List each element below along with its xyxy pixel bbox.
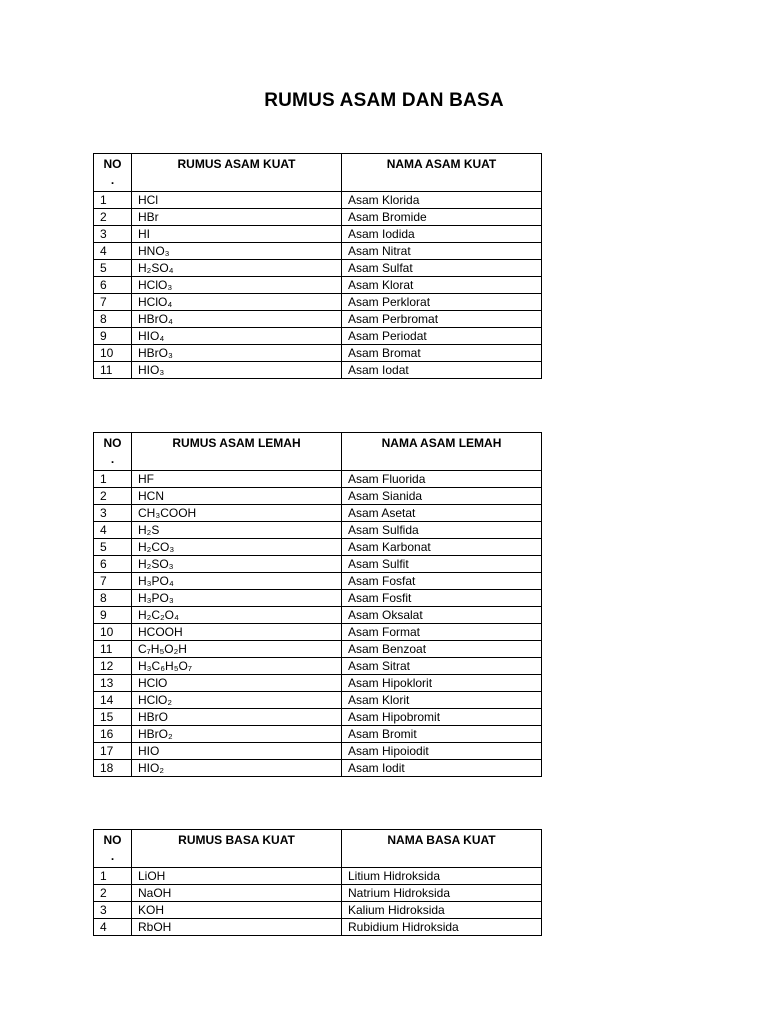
no-column-header bbox=[94, 154, 132, 192]
row-number-cell: 3 bbox=[94, 902, 132, 919]
table-row bbox=[94, 868, 542, 885]
table-row bbox=[94, 226, 542, 243]
formula-cell: H₂SO₄ bbox=[132, 260, 342, 277]
name-cell: Asam Bromat bbox=[342, 345, 542, 362]
table-header-row bbox=[94, 154, 542, 192]
name-cell: Asam Sitrat bbox=[342, 658, 542, 675]
no-column-header bbox=[94, 433, 132, 471]
table-row bbox=[94, 192, 542, 209]
formula-cell: HNO₃ bbox=[132, 243, 342, 260]
row-number-cell: 7 bbox=[94, 573, 132, 590]
table-row bbox=[94, 658, 542, 675]
name-cell: Asam Klorit bbox=[342, 692, 542, 709]
row-number-cell: 1 bbox=[94, 868, 132, 885]
row-number-cell: 7 bbox=[94, 294, 132, 311]
no-header-text: NO bbox=[103, 436, 122, 450]
row-number-cell: 6 bbox=[94, 556, 132, 573]
row-number-cell: 1 bbox=[94, 471, 132, 488]
table-row bbox=[94, 311, 542, 328]
name-cell: Asam Iodida bbox=[342, 226, 542, 243]
row-number-cell: 3 bbox=[94, 226, 132, 243]
name-cell: Asam Sianida bbox=[342, 488, 542, 505]
name-cell: Asam Iodit bbox=[342, 760, 542, 777]
formula-cell: HClO₃ bbox=[132, 277, 342, 294]
formula-cell: KOH bbox=[132, 902, 342, 919]
no-header-text: NO bbox=[103, 157, 122, 171]
name-cell: Asam Fluorida bbox=[342, 471, 542, 488]
row-number-cell: 4 bbox=[94, 919, 132, 936]
formula-cell: HClO₂ bbox=[132, 692, 342, 709]
formula-cell: HCN bbox=[132, 488, 342, 505]
row-number-cell: 1 bbox=[94, 192, 132, 209]
table-row bbox=[94, 328, 542, 345]
formula-cell: HIO₄ bbox=[132, 328, 342, 345]
name-cell: Asam Format bbox=[342, 624, 542, 641]
row-number-cell: 11 bbox=[94, 362, 132, 379]
formula-cell: H₂C₂O₄ bbox=[132, 607, 342, 624]
name-cell: Asam Fosfat bbox=[342, 573, 542, 590]
table-row bbox=[94, 624, 542, 641]
formula-cell: H₂CO₃ bbox=[132, 539, 342, 556]
name-column-header: NAMA ASAM KUAT bbox=[342, 154, 542, 192]
table-row bbox=[94, 488, 542, 505]
table-row bbox=[94, 573, 542, 590]
no-header-text: NO bbox=[103, 833, 122, 847]
row-number-cell: 16 bbox=[94, 726, 132, 743]
name-cell: Asam Bromide bbox=[342, 209, 542, 226]
row-number-cell: 5 bbox=[94, 260, 132, 277]
formula-cell: RbOH bbox=[132, 919, 342, 936]
name-cell: Asam Iodat bbox=[342, 362, 542, 379]
formula-cell: NaOH bbox=[132, 885, 342, 902]
formula-cell: HF bbox=[132, 471, 342, 488]
name-cell: Asam Perklorat bbox=[342, 294, 542, 311]
formula-cell: H₃PO₄ bbox=[132, 573, 342, 590]
row-number-cell: 8 bbox=[94, 590, 132, 607]
table-row bbox=[94, 675, 542, 692]
formula-cell: HIO₃ bbox=[132, 362, 342, 379]
row-number-cell: 8 bbox=[94, 311, 132, 328]
name-cell: Asam Sulfat bbox=[342, 260, 542, 277]
name-cell: Asam Perbromat bbox=[342, 311, 542, 328]
row-number-cell: 12 bbox=[94, 658, 132, 675]
name-column-header: NAMA ASAM LEMAH bbox=[342, 433, 542, 471]
table-row bbox=[94, 743, 542, 760]
formula-column-header: RUMUS ASAM LEMAH bbox=[132, 433, 342, 471]
table-row bbox=[94, 345, 542, 362]
formula-cell: HBrO bbox=[132, 709, 342, 726]
no-header-dot: . bbox=[110, 173, 115, 187]
row-number-cell: 10 bbox=[94, 624, 132, 641]
formula-cell: H₃PO₃ bbox=[132, 590, 342, 607]
name-cell: Kalium Hidroksida bbox=[342, 902, 542, 919]
formula-cell: HClO₄ bbox=[132, 294, 342, 311]
name-cell: Asam Asetat bbox=[342, 505, 542, 522]
formula-cell: H₂SO₃ bbox=[132, 556, 342, 573]
name-cell: Asam Hipoklorit bbox=[342, 675, 542, 692]
table-row bbox=[94, 522, 542, 539]
table-row bbox=[94, 243, 542, 260]
row-number-cell: 4 bbox=[94, 243, 132, 260]
name-cell: Asam Benzoat bbox=[342, 641, 542, 658]
name-cell: Litium Hidroksida bbox=[342, 868, 542, 885]
name-cell: Asam Karbonat bbox=[342, 539, 542, 556]
name-cell: Asam Periodat bbox=[342, 328, 542, 345]
table-row bbox=[94, 760, 542, 777]
table-row bbox=[94, 607, 542, 624]
table-row bbox=[94, 726, 542, 743]
name-cell: Asam Klorida bbox=[342, 192, 542, 209]
formula-cell: H₂S bbox=[132, 522, 342, 539]
table-row bbox=[94, 885, 542, 902]
row-number-cell: 10 bbox=[94, 345, 132, 362]
row-number-cell: 2 bbox=[94, 488, 132, 505]
page-title: RUMUS ASAM DAN BASA bbox=[264, 90, 504, 111]
formula-cell: HIO₂ bbox=[132, 760, 342, 777]
table-header-row bbox=[94, 830, 542, 868]
strong-base-table bbox=[93, 829, 542, 936]
row-number-cell: 2 bbox=[94, 209, 132, 226]
row-number-cell: 11 bbox=[94, 641, 132, 658]
table-row bbox=[94, 277, 542, 294]
formula-cell: HI bbox=[132, 226, 342, 243]
row-number-cell: 9 bbox=[94, 328, 132, 345]
formula-cell: HIO bbox=[132, 743, 342, 760]
formula-column-header: RUMUS BASA KUAT bbox=[132, 830, 342, 868]
name-cell: Asam Sulfida bbox=[342, 522, 542, 539]
table-row bbox=[94, 692, 542, 709]
name-cell: Rubidium Hidroksida bbox=[342, 919, 542, 936]
row-number-cell: 2 bbox=[94, 885, 132, 902]
table-row bbox=[94, 505, 542, 522]
name-cell: Asam Oksalat bbox=[342, 607, 542, 624]
no-header-dot: . bbox=[110, 849, 115, 863]
strong-acid-table bbox=[93, 153, 542, 379]
formula-cell: H₃C₆H₅O₇ bbox=[132, 658, 342, 675]
row-number-cell: 6 bbox=[94, 277, 132, 294]
name-cell: Natrium Hidroksida bbox=[342, 885, 542, 902]
formula-cell: HBrO₂ bbox=[132, 726, 342, 743]
weak-acid-table bbox=[93, 432, 542, 777]
row-number-cell: 18 bbox=[94, 760, 132, 777]
table-row bbox=[94, 539, 542, 556]
formula-cell: HBrO₄ bbox=[132, 311, 342, 328]
name-column-header: NAMA BASA KUAT bbox=[342, 830, 542, 868]
formula-cell: HBrO₃ bbox=[132, 345, 342, 362]
name-cell: Asam Nitrat bbox=[342, 243, 542, 260]
name-cell: Asam Fosfit bbox=[342, 590, 542, 607]
name-cell: Asam Bromit bbox=[342, 726, 542, 743]
row-number-cell: 3 bbox=[94, 505, 132, 522]
formula-cell: CH₃COOH bbox=[132, 505, 342, 522]
row-number-cell: 14 bbox=[94, 692, 132, 709]
table-row bbox=[94, 209, 542, 226]
no-header-dot: . bbox=[110, 452, 115, 466]
table-row bbox=[94, 641, 542, 658]
row-number-cell: 13 bbox=[94, 675, 132, 692]
name-cell: Asam Hipobromit bbox=[342, 709, 542, 726]
formula-cell: HCOOH bbox=[132, 624, 342, 641]
table-header-row bbox=[94, 433, 542, 471]
formula-cell: C₇H₅O₂H bbox=[132, 641, 342, 658]
row-number-cell: 4 bbox=[94, 522, 132, 539]
table-row bbox=[94, 902, 542, 919]
table-row bbox=[94, 556, 542, 573]
row-number-cell: 15 bbox=[94, 709, 132, 726]
table-row bbox=[94, 294, 542, 311]
table-row bbox=[94, 260, 542, 277]
table-row bbox=[94, 471, 542, 488]
row-number-cell: 5 bbox=[94, 539, 132, 556]
name-cell: Asam Hipoiodit bbox=[342, 743, 542, 760]
formula-cell: HBr bbox=[132, 209, 342, 226]
formula-column-header: RUMUS ASAM KUAT bbox=[132, 154, 342, 192]
table-row bbox=[94, 362, 542, 379]
formula-cell: LiOH bbox=[132, 868, 342, 885]
table-row bbox=[94, 919, 542, 936]
no-column-header bbox=[94, 830, 132, 868]
formula-cell: HClO bbox=[132, 675, 342, 692]
name-cell: Asam Klorat bbox=[342, 277, 542, 294]
name-cell: Asam Sulfit bbox=[342, 556, 542, 573]
table-row bbox=[94, 709, 542, 726]
formula-cell: HCl bbox=[132, 192, 342, 209]
row-number-cell: 9 bbox=[94, 607, 132, 624]
row-number-cell: 17 bbox=[94, 743, 132, 760]
table-row bbox=[94, 590, 542, 607]
